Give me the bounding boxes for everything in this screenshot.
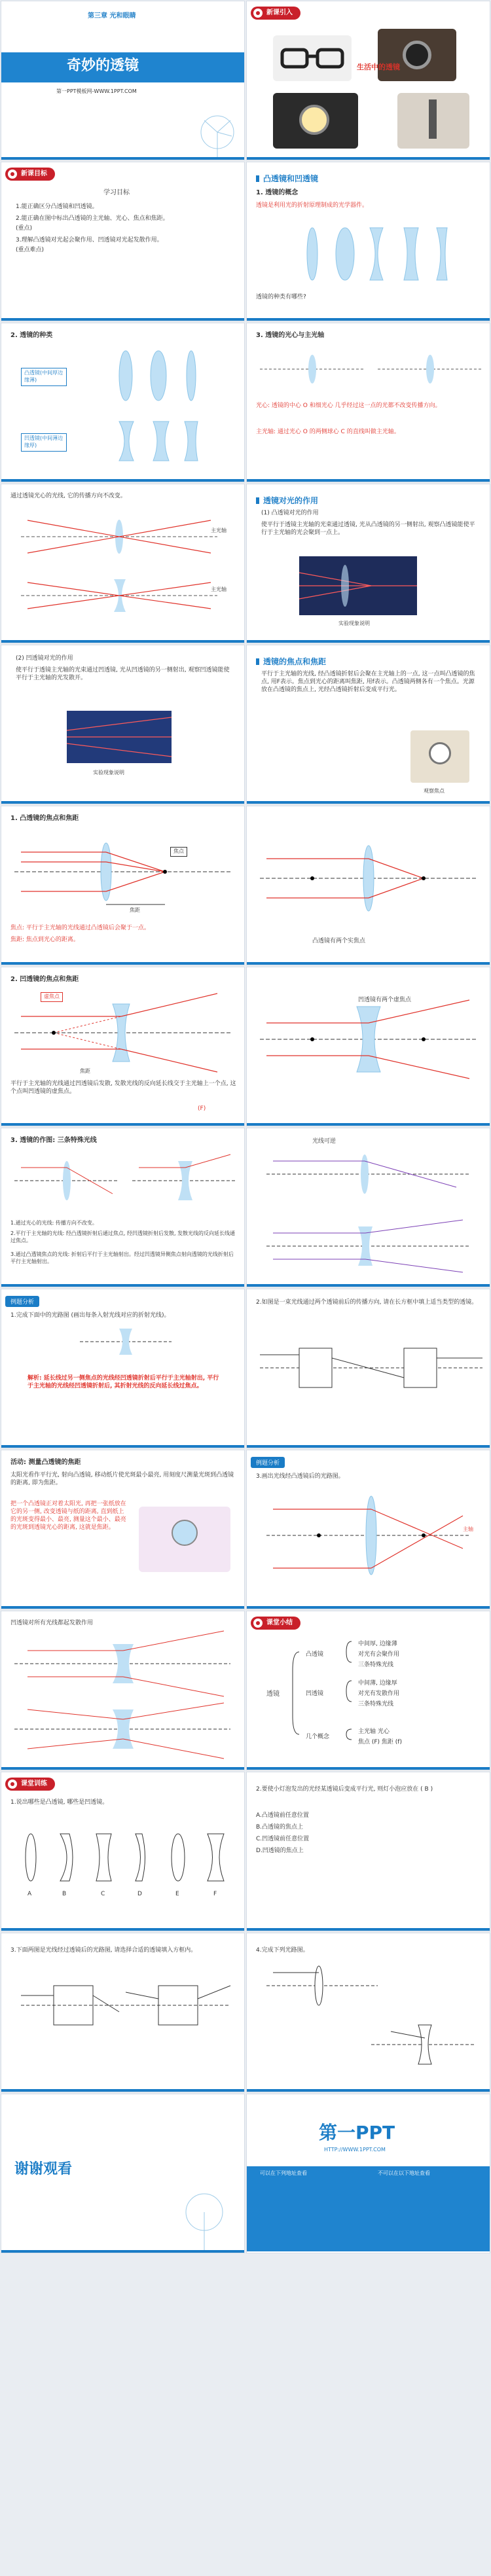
center-ray-slide xyxy=(1,484,245,643)
brand-col-2: 不可以在以下地址查看 xyxy=(378,2170,430,2176)
example-2-slide xyxy=(246,1289,490,1448)
objective-3: 3.理解凸透镜对光起会聚作用、凹透镜对光起发散作用。 xyxy=(16,237,163,243)
practice-2-opt-d: D.凹透镜的焦点上 xyxy=(256,1848,304,1854)
concave-photo xyxy=(67,711,172,763)
concave-focus-figure xyxy=(1,967,245,1126)
activity-heading: 活动: 测量凸透镜的焦距 xyxy=(10,1459,81,1466)
label-b: B xyxy=(62,1891,67,1897)
practice-4-question: 4.完成下列光路图。 xyxy=(256,1947,309,1954)
summary-a3: 三条特殊光线 xyxy=(358,1662,394,1668)
virtual-focus-tag: 虚焦点 xyxy=(41,992,63,1002)
practice-1-lenses xyxy=(1,1772,245,1931)
focus-photo xyxy=(410,730,469,783)
cover-title: 奇妙的透镜 xyxy=(67,58,139,74)
concave-caption: 实验现象说明 xyxy=(93,770,124,776)
concave-all-rays-figure xyxy=(1,1611,245,1770)
special-rays-slide xyxy=(1,1128,245,1287)
section-title: 透镜的焦点和焦距 xyxy=(256,656,326,667)
center-heading: 3. 透镜的光心与主光轴 xyxy=(256,332,325,339)
practice-3-question: 3.下面两图是光线经过透镜后的光路图, 请选择合适的透镜填入方框内。 xyxy=(10,1947,197,1954)
reversible-label: 光线可逆 xyxy=(312,1138,336,1145)
concept-question: 透镜的种类有哪些? xyxy=(256,294,306,300)
concave-focus-text: 平行于主光轴的光线通过凹透镜后发散, 发散光线的反向延长线交于主光轴上一个点, 这个点叫凹透镜的虚焦点。 xyxy=(10,1081,236,1096)
practice-2-opt-a: A.凸透镜前任意位置 xyxy=(256,1812,309,1819)
camera-image xyxy=(378,29,456,81)
summary-convex: 凸透镜 xyxy=(306,1651,324,1658)
brand-col-1: 可以在下列地址查看 xyxy=(260,2170,307,2176)
lens-concept-slide xyxy=(246,162,490,321)
label-d: D xyxy=(137,1891,142,1897)
reversible-figure xyxy=(247,1128,490,1287)
convex-focus-heading: 1. 凸透镜的焦点和焦距 xyxy=(10,815,79,822)
example-1-figure xyxy=(1,1289,245,1448)
magnifier-image xyxy=(273,93,358,149)
reversible-slide xyxy=(246,1128,490,1287)
convex-label: 凸透镜(中间厚边缘薄) xyxy=(21,368,67,386)
concave-effect-text: 使平行于透镜主光轴的光束通过凹透镜, 光从凹透镜的另一侧射出, 观察凹透镜能使平行于主光轴的光发散开。 xyxy=(16,667,230,682)
cover-slide xyxy=(1,1,245,160)
practice-3-figure xyxy=(1,1933,245,2092)
concave-two-foci-figure xyxy=(247,967,490,1126)
rule-3: 3.通过凸透镜焦点的光线: 折射后平行于主光轴射出。经过凹透镜异侧焦点射向透镜的光线折射后平行主光轴射出。 xyxy=(10,1251,234,1264)
example-1-slide xyxy=(1,1289,245,1448)
summary-b1: 中间薄, 边缘厚 xyxy=(358,1680,397,1687)
summary-a2: 对光有会聚作用 xyxy=(358,1651,400,1658)
concave-two-foci-caption: 凹透镜有两个虚焦点 xyxy=(358,997,412,1003)
main-axis-label: 主轴 xyxy=(463,1526,473,1532)
thanks-text: 谢谢观看 xyxy=(14,2161,73,2177)
practice-3-slide xyxy=(1,1933,245,2092)
activity-text: 太阳光看作平行光, 射向凸透镜, 移动纸片使光斑最小最亮, 用刻度尺测量光斑到凸透镜的距离, 即为焦距。 xyxy=(10,1472,234,1487)
activity-red: 把一个凸透镜正对着太阳光, 再把一张纸放在它的另一侧, 改变透镜与纸的距离, 直到纸上的光斑变得最小、最亮, 测量这个最小、最亮的光斑到透镜光心的距离, 这就是焦距。 xyxy=(10,1501,126,1531)
lens-types-slide xyxy=(1,323,245,482)
concave-label: 凹透镜(中间薄边缘厚) xyxy=(21,433,67,452)
summary-concepts: 几个概念 xyxy=(306,1734,330,1740)
concave-focus-red: (F) xyxy=(198,1105,206,1112)
concave-effect-sub: (2) 凹透镜对光的作用 xyxy=(16,655,73,662)
convex-focus-slide xyxy=(1,806,245,965)
practice-2-opt-b: B.凸透镜的焦点上 xyxy=(256,1824,304,1831)
axis-def: 主光轴: 通过光心 O 的两侧球心 C 的直线叫做主光轴。 xyxy=(256,429,400,435)
rule-1: 1.通过光心的光线: 传播方向不改变。 xyxy=(10,1220,98,1226)
def-focal: 焦距: 焦点到光心的距离。 xyxy=(10,937,79,943)
center-ray-figure xyxy=(1,484,245,643)
example-3-slide xyxy=(246,1450,490,1609)
concave-all-rays-text: 凹透镜对所有光线都起发散作用 xyxy=(10,1620,94,1626)
concave-all-rays-slide xyxy=(1,1611,245,1770)
example-1-answer: 解析: 延长线过另一侧焦点的光线经凹透镜折射后平行于主光轴射出, 平行于主光轴的光线经凹透镜折射后, 其折射光线的反向延长线过焦点。 xyxy=(27,1375,219,1390)
section-badge: 新课目标 xyxy=(5,168,55,181)
focus-intro-text: 平行于主光轴的光线, 经凸透镜折射后会聚在主光轴上的一点, 这一点叫凸透镜的焦点, 用F表示。焦点到光心的距离叫焦距, 用f表示。凸透镜两侧各有一个焦点。光源放在凸透镜的焦点上, 光经凸透镜折射后变成平行光。 xyxy=(261,671,475,694)
axis-label: 主光轴 xyxy=(211,528,227,533)
focus-caption: 观察焦点 xyxy=(424,788,445,794)
two-foci-figure xyxy=(247,806,490,965)
section-badge: 课堂训练 xyxy=(5,1778,55,1791)
activity-slide xyxy=(1,1450,245,1609)
summary-concave: 凹透镜 xyxy=(306,1690,324,1697)
brand-footer xyxy=(247,2166,490,2251)
brand-url: HTTP://WWW.1PPT.COM xyxy=(324,2147,386,2153)
convex-effect-sub: (1) 凸透镜对光的作用 xyxy=(261,510,319,516)
brand-name: 第一PPT xyxy=(319,2122,395,2143)
section-title: 凸透镜和凹透镜 xyxy=(256,173,318,184)
focal-tag: 焦距 xyxy=(130,907,140,913)
activity-photo xyxy=(139,1507,230,1572)
example-tag: 例题分析 xyxy=(5,1296,39,1307)
special-rays-heading: 3. 透镜的作图: 三条特殊光线 xyxy=(10,1137,97,1144)
practice-4-figure xyxy=(247,1933,490,2092)
cover-site: 第一PPT模板网-WWW.1PPT.COM xyxy=(56,88,137,94)
convex-photo xyxy=(299,556,417,615)
convex-caption: 实验现象说明 xyxy=(338,620,370,626)
convex-effect-slide xyxy=(246,484,490,643)
objectives-slide xyxy=(1,162,245,321)
types-heading: 2. 透镜的种类 xyxy=(10,332,53,339)
example-1-question: 1.完成下面中的光路图 (画出每条入射光线对应的折射光线)。 xyxy=(10,1312,170,1319)
thanks-dandelion xyxy=(1,2094,245,2253)
summary-b2: 对光有发散作用 xyxy=(358,1690,400,1697)
brand-slide xyxy=(246,2094,490,2253)
convex-two-foci-slide xyxy=(246,806,490,965)
label-a: A xyxy=(27,1891,32,1897)
practice-2-question: 2.要使小灯泡发出的光经某透镜后变成平行光, 则灯小泡应放在 ( B ) xyxy=(256,1786,433,1793)
focus-tag: 焦点 xyxy=(170,847,187,857)
practice-2-slide xyxy=(246,1772,490,1931)
label-f: F xyxy=(213,1891,217,1897)
convex-effect-text: 使平行于透镜主光轴的光束通过透镜, 光从凸透镜的另一侧射出, 观察凸透镜能使平行于主光轴的光会聚到一点上。 xyxy=(261,522,475,537)
concave-focus-slide xyxy=(1,967,245,1126)
summary-c1: 主光轴 光心 xyxy=(358,1728,390,1735)
example-3-figure xyxy=(247,1450,490,1609)
example-2-question: 2.如图是一束光线通过两个透镜前后的传播方向, 请在长方框中填上适当类型的透镜。 xyxy=(256,1299,478,1306)
lens-types-figure xyxy=(1,323,245,482)
glasses-image xyxy=(273,35,352,81)
practice-1-question: 1.说出哪些是凸透镜, 哪些是凹透镜。 xyxy=(10,1799,109,1806)
center-def: 光心: 透镜的中心 O 和细光心 几乎经过这一点的光都不改变传播方向。 xyxy=(256,402,441,409)
axis-label-2: 主光轴 xyxy=(211,586,227,592)
example-3-question: 3.画出光线经凸透镜后的光路图。 xyxy=(256,1473,344,1480)
example-2-figure xyxy=(247,1289,490,1448)
summary-brackets xyxy=(247,1611,490,1770)
section-badge: 课堂小结 xyxy=(251,1617,300,1630)
center-ray-text: 通过透镜光心的光线, 它的传播方向不改变。 xyxy=(10,493,126,499)
rule-2: 2.平行于主光轴的光线: 经凸透镜折射后通过焦点, 经凹透镜折射后发散, 发散光线的反向延长线通过焦点。 xyxy=(10,1230,236,1243)
example-tag: 例题分析 xyxy=(251,1457,285,1468)
objective-3b: (重点难点) xyxy=(16,247,45,253)
summary-b3: 三条特殊光线 xyxy=(358,1701,394,1708)
summary-slide xyxy=(246,1611,490,1770)
practice-1-slide xyxy=(1,1772,245,1931)
summary-a1: 中间厚, 边缘薄 xyxy=(358,1641,397,1647)
intro-slide xyxy=(246,1,490,160)
concave-effect-slide xyxy=(1,645,245,804)
objective-1: 1.能正确区分凸透镜和凹透镜。 xyxy=(16,204,98,210)
objective-2: 2.能正确在图中标出凸透镜的主光轴、光心、焦点和焦距。 xyxy=(16,215,169,222)
two-foci-caption: 凸透镜有两个实焦点 xyxy=(312,938,366,944)
optical-center-slide xyxy=(246,323,490,482)
concept-heading: 1. 透镜的概念 xyxy=(256,189,299,196)
label-e: E xyxy=(175,1891,179,1897)
dandelion-decoration xyxy=(1,1,245,160)
concept-text: 透镜是利用光的折射原理制成的光学器件。 xyxy=(256,202,369,209)
section-title: 透镜对光的作用 xyxy=(256,495,318,506)
label-c: C xyxy=(101,1891,105,1897)
microscope-image xyxy=(397,93,469,149)
focus-intro-slide xyxy=(246,645,490,804)
objectives-heading: 学习目标 xyxy=(103,189,130,196)
concave-focus-heading: 2. 凹透镜的焦点和焦距 xyxy=(10,976,79,983)
objective-2b: (重点) xyxy=(16,225,33,232)
thanks-slide xyxy=(1,2094,245,2253)
summary-root: 透镜 xyxy=(266,1690,280,1698)
concave-two-foci-slide xyxy=(246,967,490,1126)
practice-4-slide xyxy=(246,1933,490,2092)
intro-caption: 生活中的透镜 xyxy=(357,63,400,71)
chapter-label: 第三章 光和眼睛 xyxy=(88,12,136,20)
def-focus: 焦点: 平行于主光轴的光线通过凸透镜后会聚于一点。 xyxy=(10,925,150,931)
practice-2-opt-c: C.凹透镜前任意位置 xyxy=(256,1836,310,1842)
section-badge: 新课引入 xyxy=(251,7,300,20)
summary-c2: 焦点 (F) 焦距 (f) xyxy=(358,1739,402,1745)
concave-focal-tag: 焦距 xyxy=(80,1068,90,1074)
